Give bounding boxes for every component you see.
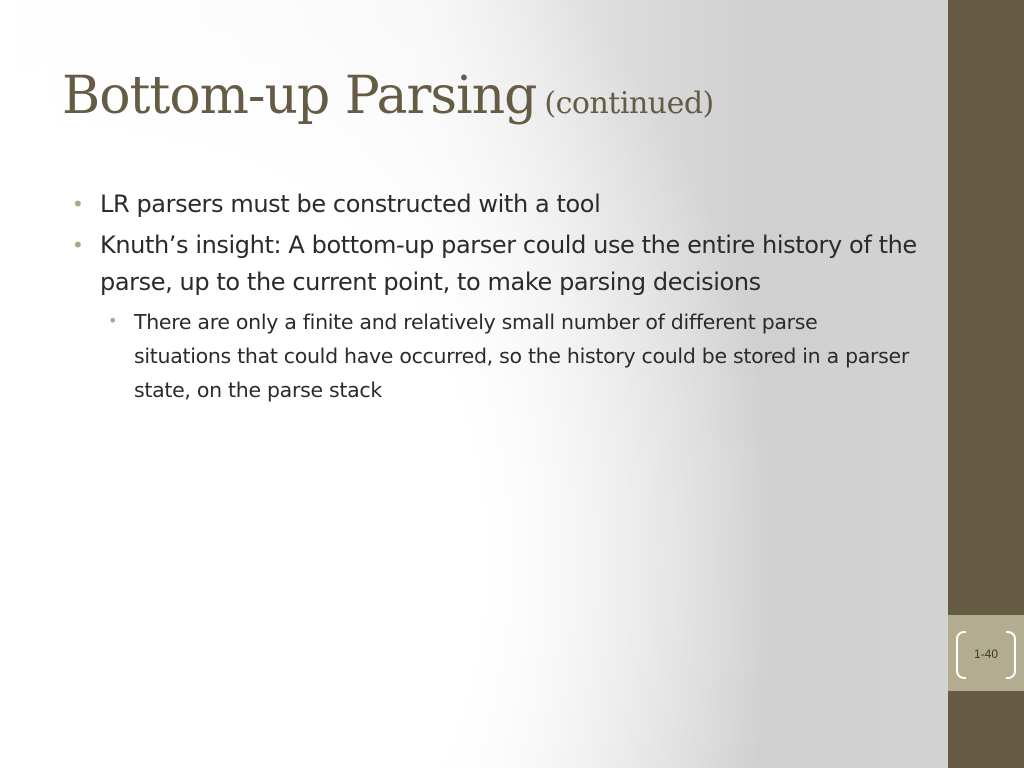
sub-bullet-dot-icon: •: [108, 311, 118, 330]
title-main: Bottom-up Parsing: [62, 66, 537, 126]
sub-bullet-text: There are only a finite and relatively small number of different parse situations that could have occurred, so the history could be stored in a parser state, on the parse stack: [134, 310, 909, 402]
bullet-item: [72, 227, 932, 301]
title-suffix: (continued): [544, 86, 714, 121]
slide-title: [62, 66, 714, 126]
bullet-dot-icon: •: [72, 233, 84, 257]
bullet-text: Knuth’s insight: A bottom-up parser could use the entire history of the parse, up to the current point, to make parsing decisions: [100, 231, 917, 296]
page-number: 1-40: [973, 647, 999, 661]
bullet-dot-icon: •: [72, 192, 84, 216]
page-number-frame: [956, 631, 1016, 677]
slide-body: [72, 186, 932, 407]
sub-bullet-item: [108, 305, 914, 407]
bullet-text: LR parsers must be constructed with a tool: [100, 190, 601, 218]
bullet-item: [72, 186, 932, 223]
